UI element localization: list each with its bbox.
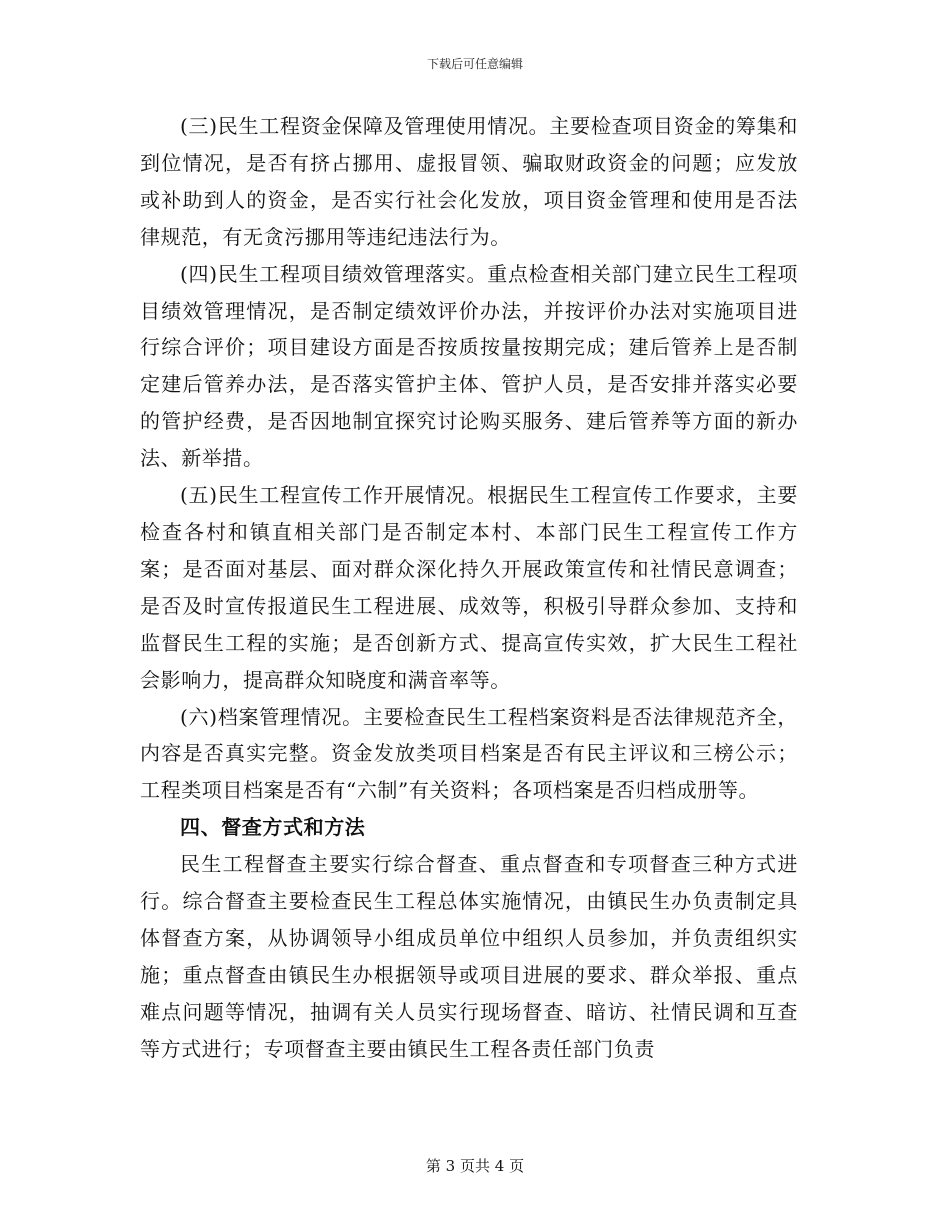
paragraph-methods: 民生工程督查主要实行综合督查、重点督查和专项督查三种方式进行。综合督查主要检查民生工程总体实施情况，由镇民生办负责制定具体督查方案，从协调领导小组成员单位中组织人员参加，并负责组织实施；重点督查由镇民生办根据领导或项目进展的要求、群众举报、重点难点问题等情况，抽调有关人员实行现场督查、暗访、社情民调和互查等方式进行；专项督查主要由镇民生工程各责任部门负责	[140, 852, 798, 1061]
paragraph-performance: (四)民生工程项目绩效管理落实。重点检查相关部门建立民生工程项目绩效管理情况，是否制定绩效评价办法，并按评价办法对实施项目进行综合评价；项目建设方面是否按质按量按期完成；建后管养上是否制定建后管养办法，是否落实管护主体、管护人员，是否安排并落实必要的管护经费，是否因地制宜探究讨论购买服务、建后管养等方面的新办法、新举措。	[140, 261, 798, 471]
document-body	[140, 108, 798, 1068]
paragraph-publicity: (五)民生工程宣传工作开展情况。根据民生工程宣传工作要求，主要检查各村和镇直相关部门是否制定本村、本部门民生工程宣传工作方案；是否面对基层、面对群众深化持久开展政策宣传和社情民意调查；是否及时宣传报道民生工程进展、成效等，积极引导群众参加、支持和监督民生工程的实施；是否创新方式、提高宣传实效，扩大民生工程社会影响力，提高群众知晓度和满音率等。	[140, 483, 798, 692]
paragraph-funds: (三)民生工程资金保障及管理使用情况。主要检查项目资金的筹集和到位情况，是否有挤占挪用、虚报冒领、骗取财政资金的问题；应发放或补助到人的资金，是否实行社会化发放，项目资金管理和使用是否法律规范，有无贪污挪用等违纪违法行为。	[140, 114, 798, 249]
paragraph-archives: (六)档案管理情况。主要检查民生工程档案资料是否法律规范齐全，内容是否真实完整。资金发放类项目档案是否有民主评议和三榜公示；工程类项目档案是否有“六制”有关资料；各项档案是否归档成册等。	[140, 704, 798, 803]
page-header: 下载后可任意编辑	[426, 57, 523, 71]
section-heading: 四、督查方式和方法	[180, 815, 366, 840]
page-footer: 第 3 页共 4 页	[425, 1157, 525, 1175]
